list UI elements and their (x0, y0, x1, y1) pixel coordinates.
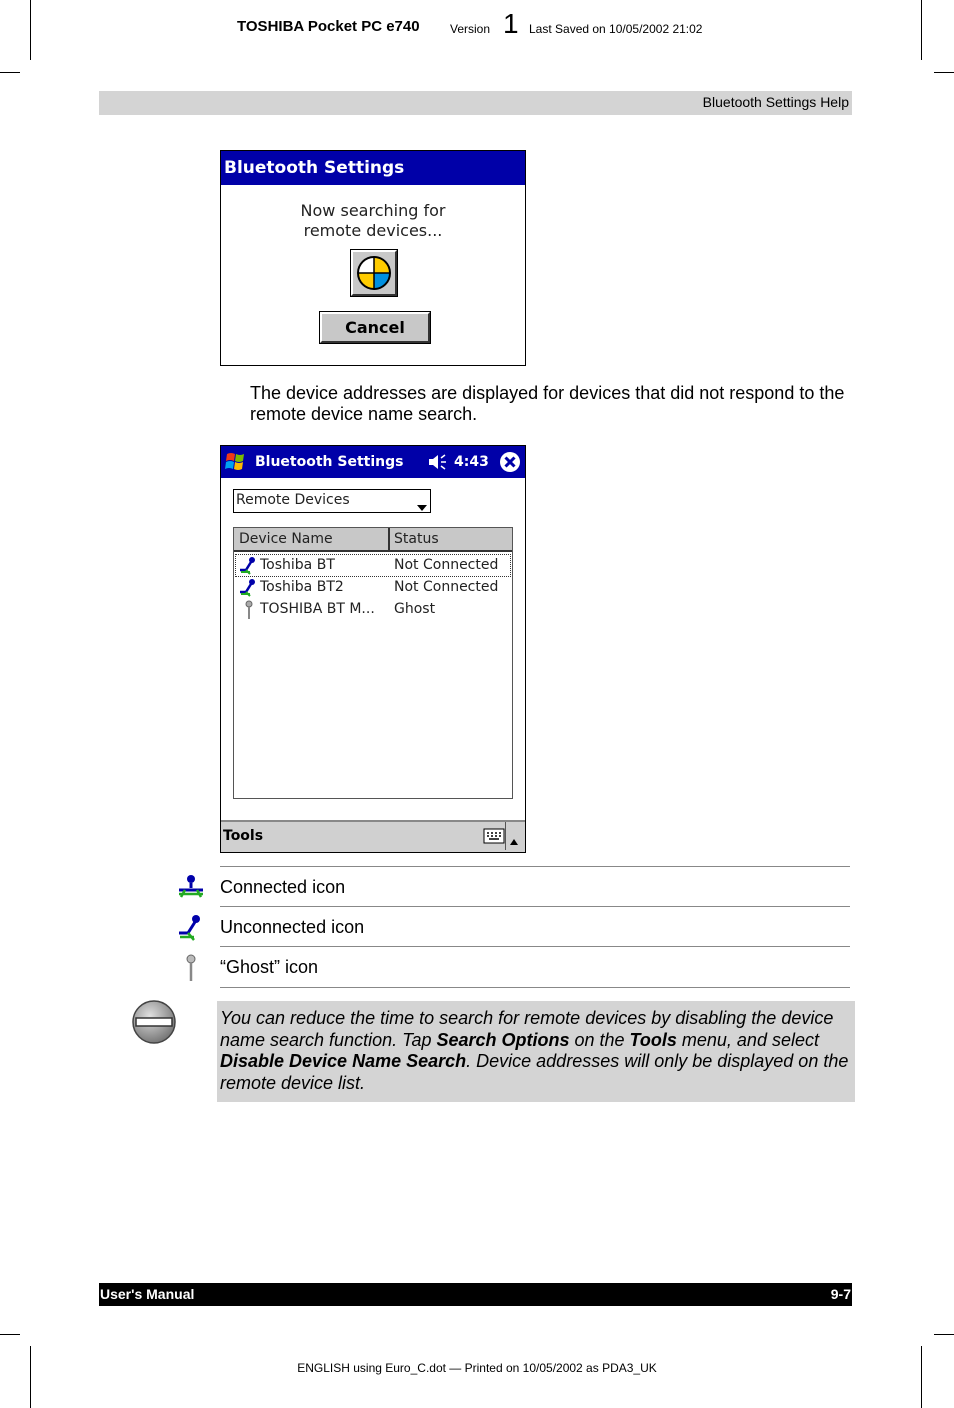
note-bold-search-options: Search Options (436, 1029, 570, 1050)
last-saved-text: Last Saved on 10/05/2002 21:02 (529, 22, 703, 36)
device-filter-dropdown[interactable] (233, 489, 431, 513)
unconnected-icon (176, 914, 206, 947)
crop-mark (30, 0, 31, 60)
ghost-icon (238, 600, 260, 624)
note-text (220, 1008, 850, 1094)
legend-row (220, 866, 850, 907)
footer-bar (99, 1283, 852, 1306)
chevron-down-icon (416, 497, 428, 516)
crop-mark (0, 72, 20, 73)
note-box (217, 1001, 855, 1102)
sip-arrow-icon[interactable] (509, 831, 519, 850)
footer-manual-title: User's Manual (100, 1286, 195, 1302)
device-name: Toshiba BT2 (260, 579, 344, 595)
cancel-button[interactable]: Cancel (320, 312, 430, 343)
column-header-status-label: Status (394, 531, 439, 547)
search-progress-icon (351, 250, 397, 296)
crop-mark (921, 0, 922, 60)
note-text-part: . Device addresses will only be displayed on the remote device list. (220, 1051, 849, 1093)
searching-message-line2: remote devices... (303, 221, 443, 240)
screen1-titlebar (221, 151, 525, 185)
note-text-part: You can reduce the time to search for remote devices by disabling the device name search function. Tap (220, 1008, 834, 1050)
note-icon (131, 999, 177, 1050)
column-header-device-name[interactable] (234, 528, 390, 552)
legend-row (220, 906, 850, 947)
page-number: 9-7 (830, 1286, 851, 1302)
device-list[interactable] (233, 527, 513, 799)
crop-mark (921, 1346, 922, 1408)
crop-mark (934, 1334, 954, 1335)
start-menu-icon[interactable] (224, 450, 250, 478)
section-header-bar (99, 91, 852, 115)
crop-mark (934, 72, 954, 73)
screen1-title: Bluetooth Settings (224, 158, 405, 178)
searching-screenshot (220, 150, 526, 366)
screen2-titlebar (221, 446, 525, 478)
speaker-icon[interactable] (427, 453, 449, 475)
dropdown-selected-value: Remote Devices (236, 492, 350, 508)
document-product-title: TOSHIBA Pocket PC e740 (237, 18, 420, 35)
crop-mark (0, 1334, 20, 1335)
close-icon[interactable] (499, 451, 521, 477)
crop-mark (30, 1346, 31, 1408)
note-bold-disable-search: Disable Device Name Search (220, 1051, 467, 1071)
legend-label: Connected icon (220, 877, 346, 897)
legend-row (220, 946, 850, 988)
note-text-part: menu, and select (676, 1029, 819, 1050)
remote-devices-screenshot (220, 445, 526, 853)
version-number: 1 (503, 8, 519, 39)
device-status: Not Connected (394, 579, 499, 595)
device-row[interactable] (236, 577, 510, 598)
note-text-part: on the (569, 1029, 630, 1050)
device-row[interactable] (236, 599, 510, 620)
clock-time[interactable]: 4:43 (454, 454, 489, 470)
device-name: Toshiba BT (260, 557, 335, 573)
column-header-status[interactable] (390, 528, 512, 552)
tools-menu[interactable]: Tools (223, 828, 264, 844)
device-status: Ghost (394, 601, 436, 617)
connected-icon (176, 874, 206, 905)
note-bold-tools: Tools (629, 1029, 677, 1050)
column-header-device-name-label: Device Name (239, 531, 333, 547)
version-label: Version (450, 22, 491, 36)
print-info: ENGLISH using Euro_C.dot — Printed on 10/05/2002 as PDA3_UK (297, 1361, 657, 1375)
device-name: TOSHIBA BT M... (260, 601, 375, 617)
device-row[interactable] (236, 555, 510, 576)
menu-bar (221, 820, 525, 852)
body-paragraph: The device addresses are displayed for devices that did not respond to the remote device name search. (250, 383, 845, 424)
section-title: Bluetooth Settings Help (702, 94, 849, 110)
device-status: Not Connected (394, 557, 499, 573)
legend-label: Unconnected icon (220, 917, 365, 937)
menu-divider (505, 822, 506, 850)
keyboard-icon[interactable] (483, 828, 505, 848)
legend-label: “Ghost” icon (220, 957, 319, 977)
searching-message (221, 201, 525, 241)
screen2-title: Bluetooth Settings (255, 454, 404, 470)
ghost-icon (184, 954, 198, 987)
searching-message-line1: Now searching for (300, 201, 446, 220)
